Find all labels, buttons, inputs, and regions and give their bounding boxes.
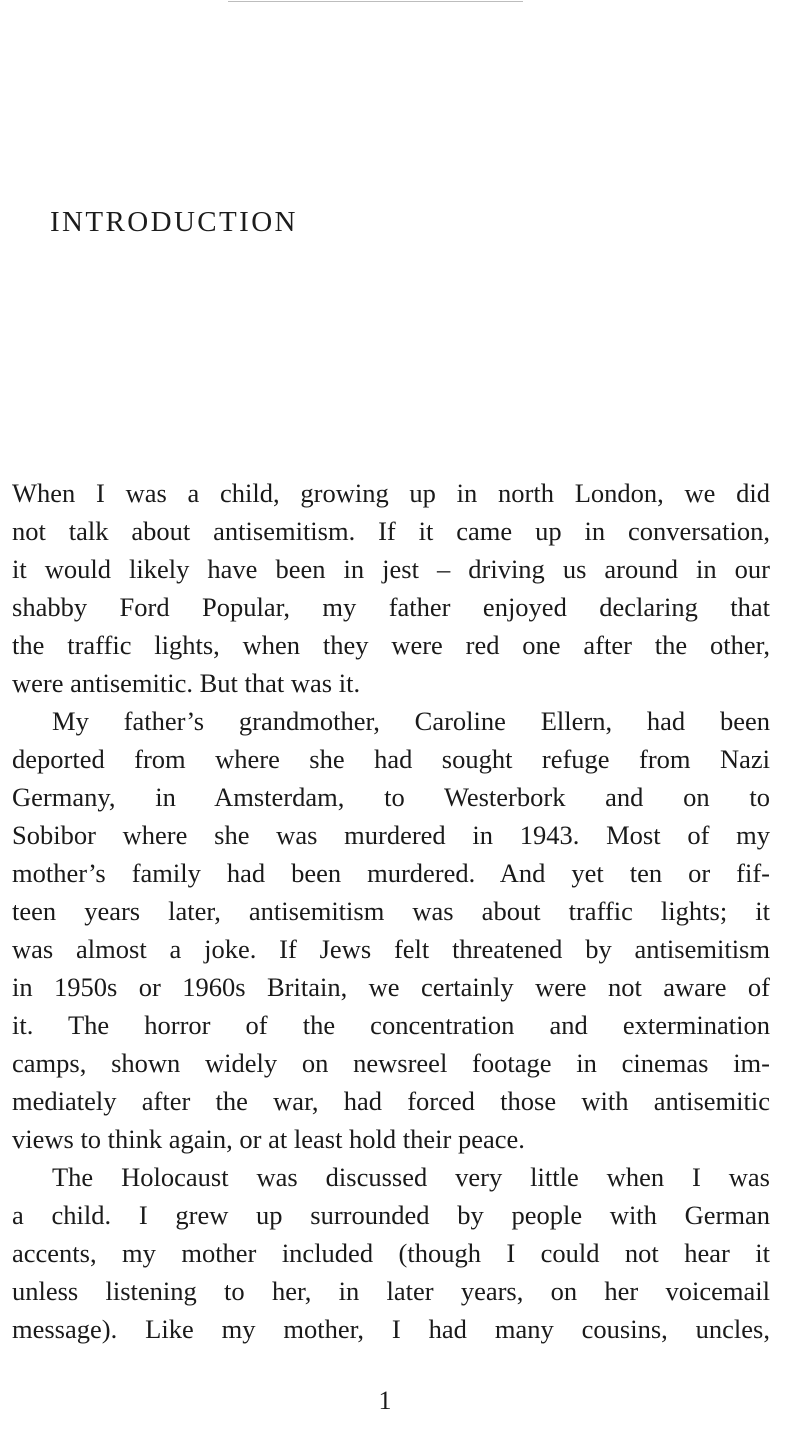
text-line: it. The horror of the concentration and extermination [12, 1010, 770, 1040]
text-line: accents, my mother included (though I could not hear it [12, 1238, 770, 1268]
text-line: unless listening to her, in later years, on her voicemail [12, 1276, 770, 1306]
text-line: were antisemitic. But that was it. [12, 668, 361, 698]
text-line: was almost a joke. If Jews felt threatened by antisemitism [12, 934, 770, 964]
text-line: it would likely have been in jest – driving us around in our [12, 554, 770, 584]
text-line: Germany, in Amsterdam, to Westerbork and on to [12, 782, 770, 812]
text-line: in 1950s or 1960s Britain, we certainly were not aware of [12, 972, 770, 1002]
text-line: views to think again, or at least hold their peace. [12, 1124, 525, 1154]
text-line: not talk about antisemitism. If it came up in conversation, [12, 516, 770, 546]
text-line: The Holocaust was discussed very little when I was [52, 1162, 770, 1192]
text-line: shabby Ford Popular, my father enjoyed declaring that [12, 592, 770, 622]
page-number: 1 [378, 1386, 392, 1415]
text-line: teen years later, antisemitism was about traffic lights; it [12, 896, 770, 926]
text-line: When I was a child, growing up in north London, we did [12, 478, 770, 508]
chapter-title: INTRODUCTION [50, 206, 298, 238]
body-text [12, 474, 770, 1348]
text-line: mother’s family had been murdered. And yet ten or fif- [12, 858, 770, 888]
text-line: camps, shown widely on newsreel footage in cinemas im- [12, 1048, 770, 1078]
text-line: mediately after the war, had forced those with antisemitic [12, 1086, 770, 1116]
text-line: the traffic lights, when they were red one after the other, [12, 630, 770, 660]
top-rule-divider [228, 1, 523, 2]
text-line: deported from where she had sought refuge from Nazi [12, 744, 770, 774]
text-line: Sobibor where she was murdered in 1943. Most of my [12, 820, 770, 850]
text-line: message). Like my mother, I had many cousins, uncles, [12, 1314, 770, 1344]
text-line: My father’s grandmother, Caroline Ellern, had been [52, 706, 770, 736]
text-line: a child. I grew up surrounded by people with German [12, 1200, 770, 1230]
